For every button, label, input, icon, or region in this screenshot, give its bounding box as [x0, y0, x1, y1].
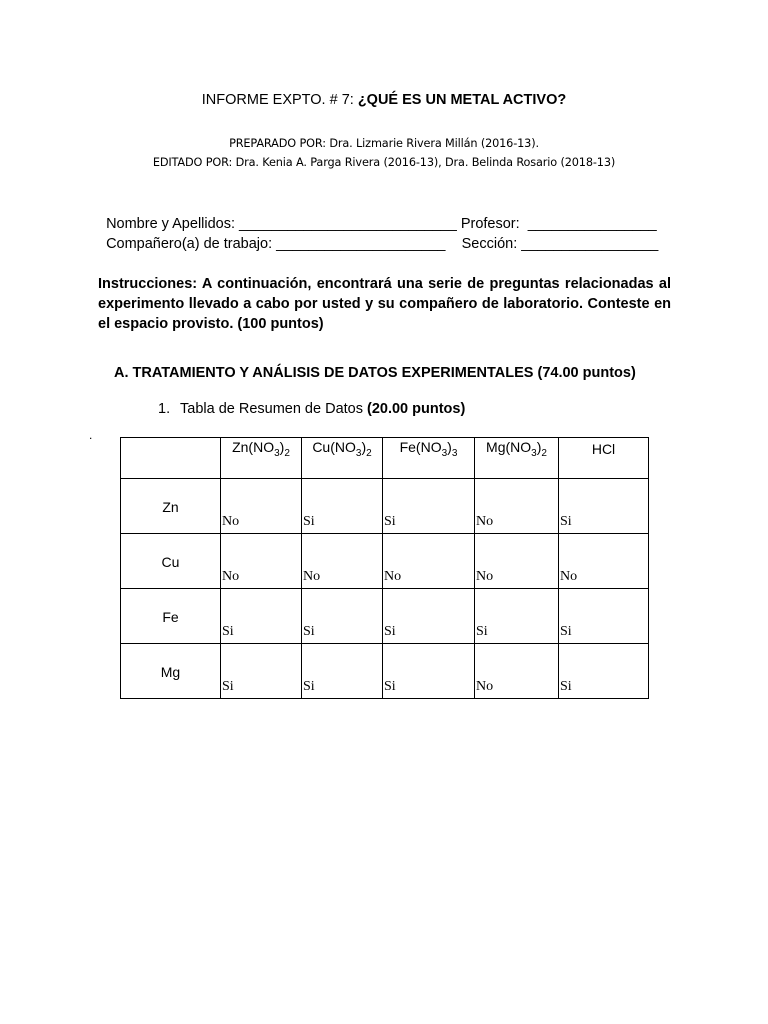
- table-cell[interactable]: No: [302, 534, 383, 589]
- name-label: Nombre y Apellidos:: [106, 216, 236, 232]
- name-blank[interactable]: ___________________________: [239, 216, 457, 232]
- edited-by: EDITADO POR: Dra. Kenia A. Parga Rivera (2016-13), Dra. Belinda Rosario (2018-13): [152, 156, 616, 169]
- table-cell[interactable]: No: [475, 479, 559, 534]
- table-cell[interactable]: Si: [559, 644, 649, 699]
- row-header: Cu: [121, 534, 221, 589]
- column-header: HCl: [559, 438, 649, 479]
- item-1: [158, 401, 465, 417]
- partner-blank[interactable]: _____________________: [276, 236, 446, 252]
- table-cell[interactable]: Si: [221, 589, 302, 644]
- table-cell[interactable]: Si: [302, 479, 383, 534]
- table-cell[interactable]: No: [475, 644, 559, 699]
- table-cell[interactable]: No: [383, 534, 475, 589]
- title-question: ¿QUÉ ES UN METAL ACTIVO?: [357, 92, 567, 108]
- table-cell[interactable]: Si: [475, 589, 559, 644]
- column-header: $Zn(NO_3)_2$: [221, 438, 302, 479]
- table-cell[interactable]: No: [559, 534, 649, 589]
- table-cell[interactable]: Si: [383, 479, 475, 534]
- prepared-by: PREPARADO POR: Dra. Lizmarie Rivera Millán (2016-13).: [229, 137, 539, 150]
- data-summary-table: [120, 437, 649, 699]
- stray-mark: .: [89, 428, 93, 442]
- instructions: Instrucciones: A continuación, encontrará una serie de preguntas relacionadas al experimento llevado a cabo por usted y su compañero de laboratorio. Conteste en el espacio provisto. (100 puntos): [98, 276, 671, 332]
- table-cell[interactable]: Si: [383, 644, 475, 699]
- table-cell[interactable]: Si: [383, 589, 475, 644]
- table-cell[interactable]: No: [221, 479, 302, 534]
- title-prefix: INFORME EXPTO. # 7:: [201, 92, 358, 108]
- table-cell[interactable]: Si: [559, 479, 649, 534]
- section-label: Sección:: [461, 236, 518, 252]
- column-header: $Mg(NO_3)_2$: [475, 438, 559, 479]
- item-points: (20.00 puntos): [367, 401, 466, 417]
- table-cell[interactable]: Si: [302, 589, 383, 644]
- table-header-row: [121, 438, 649, 479]
- table-row: [121, 644, 649, 699]
- professor-label: Profesor:: [460, 216, 520, 232]
- item-number: 1.: [158, 401, 171, 417]
- row-header: Zn: [121, 479, 221, 534]
- table-cell[interactable]: Si: [559, 589, 649, 644]
- table-row: [121, 534, 649, 589]
- section-a-heading: A. TRATAMIENTO Y ANÁLISIS DE DATOS EXPERIMENTALES (74.00 puntos): [114, 365, 636, 381]
- column-header: $Fe(NO_3)_3$: [383, 438, 475, 479]
- document-title: [0, 92, 768, 108]
- column-header: $Cu(NO_3)_2$: [302, 438, 383, 479]
- section-blank[interactable]: _________________: [521, 236, 659, 252]
- table-cell[interactable]: No: [475, 534, 559, 589]
- partner-field-row: [98, 220, 658, 252]
- table-cell[interactable]: Si: [221, 644, 302, 699]
- table-cell[interactable]: Si: [302, 644, 383, 699]
- row-header: Mg: [121, 644, 221, 699]
- item-label: Tabla de Resumen de Datos: [180, 401, 367, 417]
- table-cell[interactable]: No: [221, 534, 302, 589]
- corner-cell: [121, 438, 221, 479]
- row-header: Fe: [121, 589, 221, 644]
- professor-blank[interactable]: ________________: [527, 216, 657, 232]
- table-row: [121, 479, 649, 534]
- partner-label: Compañero(a) de trabajo:: [106, 236, 273, 252]
- table-row: [121, 589, 649, 644]
